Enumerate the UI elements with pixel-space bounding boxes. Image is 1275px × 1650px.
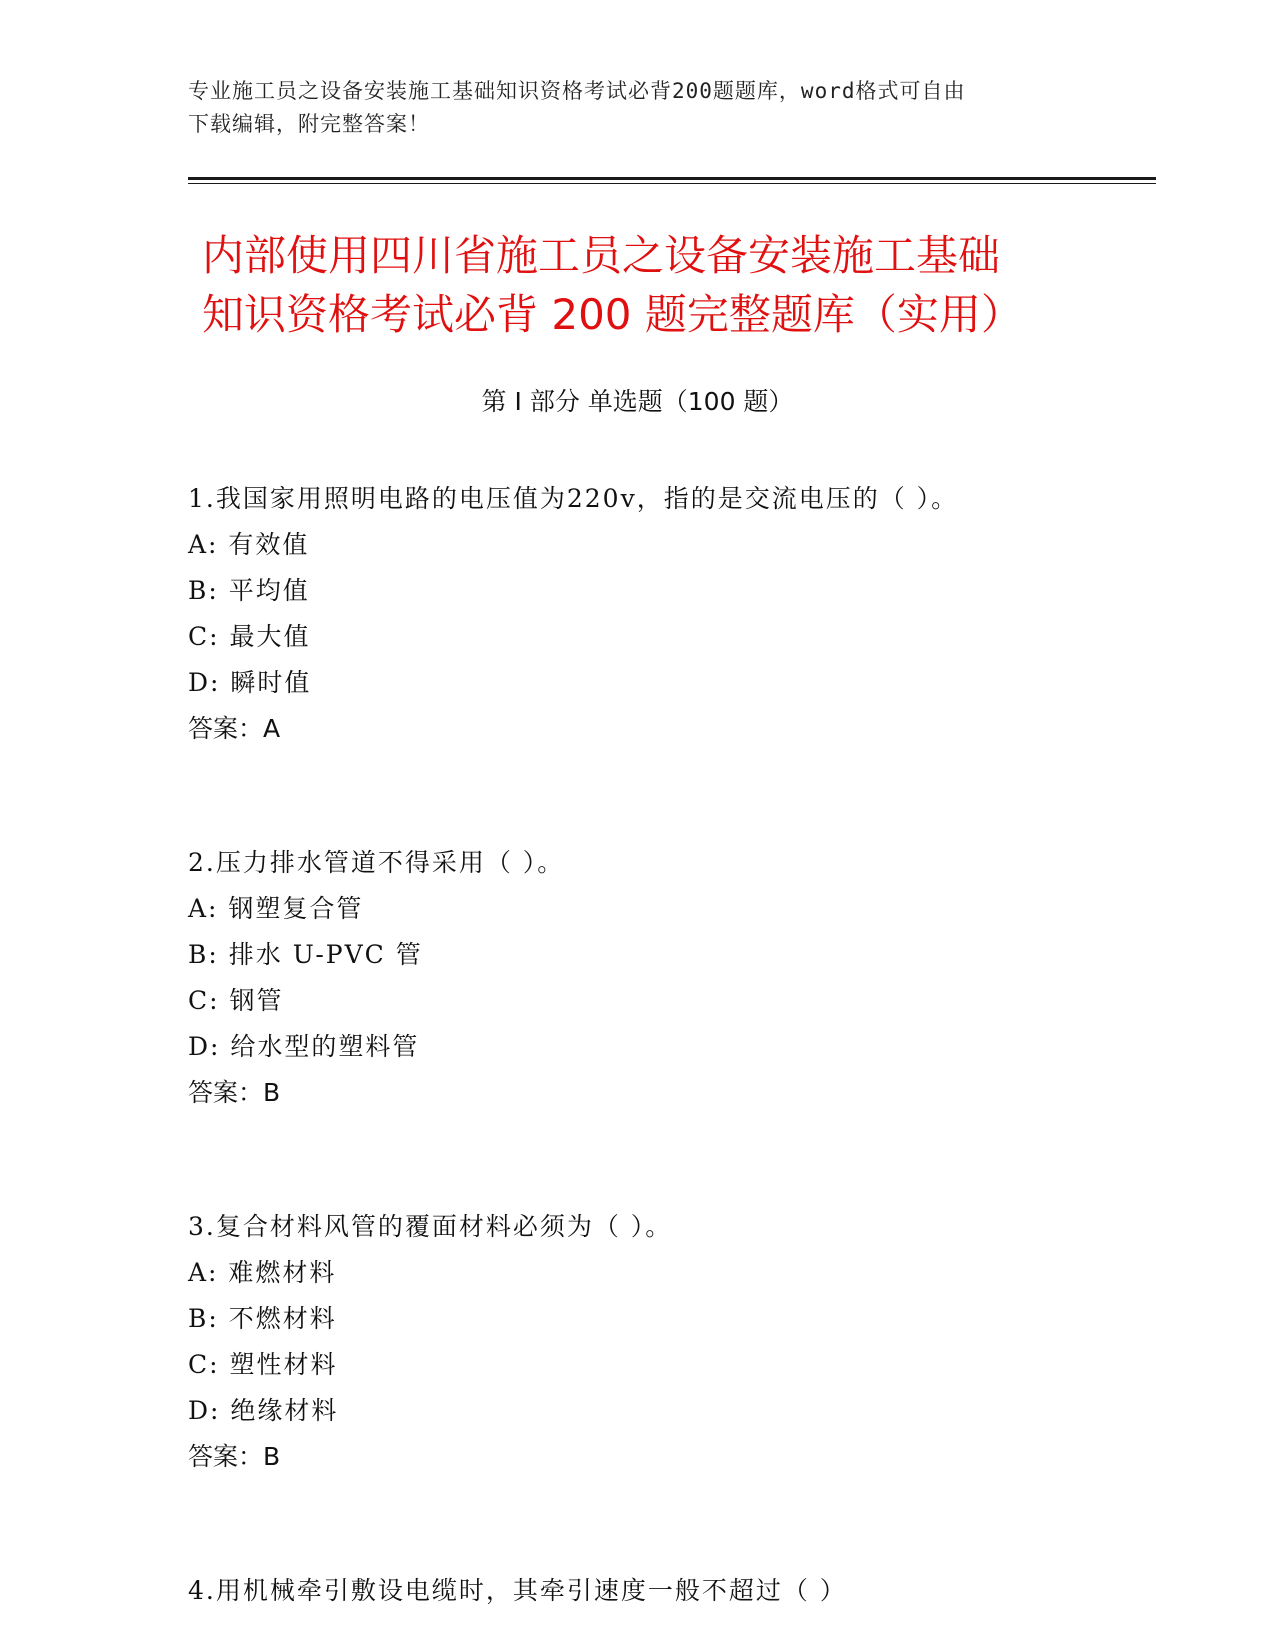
question-list <box>188 476 1148 1614</box>
option-c: C: 钢管 <box>188 986 284 1015</box>
question-1 <box>188 476 1148 752</box>
option-b: B: 排水 U-PVC 管 <box>188 940 423 969</box>
header-note-line-1: 专业施工员之设备安装施工基础知识资格考试必背200题题库，word格式可自由 <box>188 79 966 103</box>
option-a: A: 钢塑复合管 <box>188 894 364 923</box>
question-stem: 2.压力排水管道不得采用（ ）。 <box>188 848 565 877</box>
header-note-line-2: 下载编辑，附完整答案！ <box>188 112 430 136</box>
section-heading: 第 I 部分 单选题（100 题） <box>481 387 794 416</box>
header-note <box>188 75 1068 141</box>
option-c: C: 塑性材料 <box>188 1350 338 1379</box>
question-3 <box>188 1204 1148 1480</box>
option-a: A: 难燃材料 <box>188 1258 337 1287</box>
option-a: A: 有效值 <box>188 530 310 559</box>
option-b: B: 不燃材料 <box>188 1304 337 1333</box>
document-title <box>202 226 1102 344</box>
question-stem: 1.我国家用照明电路的电压值为220v，指的是交流电压的（ ）。 <box>188 484 959 513</box>
question-4 <box>188 1568 1148 1614</box>
question-2 <box>188 840 1148 1116</box>
option-d: D: 瞬时值 <box>188 668 312 697</box>
question-spacer <box>188 1480 1148 1568</box>
question-answer: 答案：B <box>188 1078 281 1107</box>
option-d: D: 给水型的塑料管 <box>188 1032 420 1061</box>
question-spacer <box>188 752 1148 840</box>
question-stem: 3.复合材料风管的覆面材料必须为（ ）。 <box>188 1212 673 1241</box>
option-c: C: 最大值 <box>188 622 311 651</box>
question-spacer <box>188 1116 1148 1204</box>
question-stem: 4.用机械牵引敷设电缆时，其牵引速度一般不超过（ ） <box>188 1576 847 1605</box>
header-rule-thin <box>188 183 1156 184</box>
question-answer: 答案：B <box>188 1442 281 1471</box>
document-title-line-2: 知识资格考试必背 200 题完整题库（实用） <box>202 290 1023 339</box>
document-title-line-1: 内部使用四川省施工员之设备安装施工基础 <box>202 231 1001 280</box>
option-b: B: 平均值 <box>188 576 310 605</box>
question-answer: 答案：A <box>188 714 281 743</box>
option-d: D: 绝缘材料 <box>188 1396 339 1425</box>
header-rule-thick <box>188 177 1156 180</box>
